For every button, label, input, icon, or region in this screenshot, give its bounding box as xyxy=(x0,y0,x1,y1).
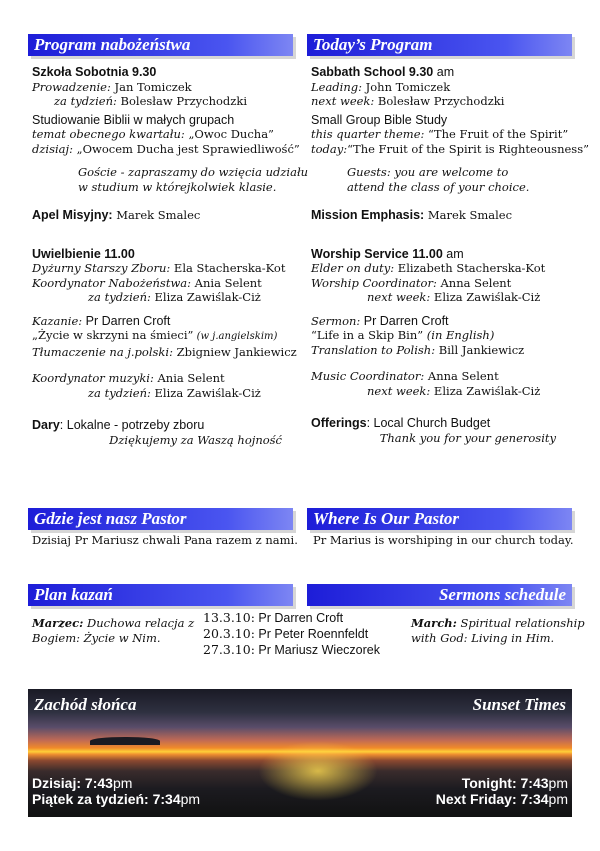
sun-glow xyxy=(258,741,378,801)
guests-note-1: Goście - zapraszamy do wzięcia udziału xyxy=(78,165,309,179)
english-pastor-text: Pr Marius is worshiping in our church today. xyxy=(313,533,574,547)
polish-plan-header: Plan kazań xyxy=(28,584,293,606)
sunset-times-en: Tonight: 7:43pm Next Friday: 7:34pm xyxy=(435,775,568,807)
english-pastor-header: Where Is Our Pastor xyxy=(307,508,572,530)
sunset-header-en: Sunset Times xyxy=(472,695,566,714)
mission-emphasis-en: Mission Emphasis: Marek Smalec xyxy=(311,208,513,222)
schedule-item: 20.3.10: Pr Peter Roennfeldt xyxy=(203,626,369,641)
sermon-speaker: Kazanie: Pr Darren Croft xyxy=(32,313,171,328)
sunset-times-pl: Dzisiaj: 7:43pm Piątek za tydzień: 7:34pm xyxy=(32,775,201,807)
study-today: dzisiaj: „Owocem Ducha jest Sprawiedliwość” xyxy=(32,141,300,156)
worship-coordinator-en: Worship Coordinator: Anna Selent xyxy=(311,275,512,290)
offerings-thanks-en: Thank you for your generosity xyxy=(379,430,556,445)
guests-note-2: w studium w którejkolwiek klasie. xyxy=(78,179,277,194)
study-title: Studiowanie Biblii w małych grupach xyxy=(32,112,235,127)
english-program-header: Today’s Program xyxy=(307,34,572,56)
mission-emphasis: Apel Misyjny: Marek Smalec xyxy=(32,208,201,222)
polish-plan-text: Marzec: Duchowa relacja z Bogiem: Życie w Nim. xyxy=(32,616,195,645)
study-today-en: today:“The Fruit of the Spirit is Righteousness” xyxy=(311,141,589,156)
english-program-column xyxy=(311,65,589,445)
ss-leader: Prowadzenie: Jan Tomiczek xyxy=(32,79,192,94)
translation-en: Translation to Polish: Bill Jankiewicz xyxy=(311,342,525,357)
sermon-title-en: “Life in a Skip Bin” (in English) xyxy=(311,328,495,342)
schedule-item: 27.3.10: Pr Mariusz Wieczorek xyxy=(203,642,380,657)
guests-note-en-2: attend the class of your choice. xyxy=(347,179,530,194)
worship-coordinator-next-en: next week: Eliza Zawiślak-Ciż xyxy=(367,290,541,304)
sabbath-school-title: Szkoła Sobotnia 9.30 xyxy=(32,65,157,79)
worship-coordinator: Koordynator Nabożeństwa: Ania Selent xyxy=(32,275,262,290)
polish-program-column xyxy=(32,65,309,447)
ss-next-leader-en: next week: Bolesław Przychodzki xyxy=(311,94,505,108)
ss-leader-en: Leading: John Tomiczek xyxy=(311,79,451,94)
sabbath-school-title-en: Sabbath School 9.30 am xyxy=(311,65,455,79)
sermon-schedule-list xyxy=(203,610,380,658)
music-coordinator-next-en: next week: Eliza Zawiślak-Ciż xyxy=(367,383,541,398)
elder-on-duty-en: Elder on duty: Elizabeth Stacherska-Kot xyxy=(311,261,546,275)
sermon-speaker-en: Sermon: Pr Darren Croft xyxy=(311,313,449,328)
polish-pastor-header: Gdzie jest nasz Pastor xyxy=(28,508,293,530)
polish-program-header: Program nabożeństwa xyxy=(28,34,293,56)
music-coordinator-next: za tydzień: Eliza Zawiślak-Ciż xyxy=(88,385,261,400)
offerings: Dary: Lokalne - potrzeby zboru xyxy=(32,418,205,432)
worship-title-en: Worship Service 11.00 am xyxy=(311,246,464,261)
english-plan-header: Sermons schedule xyxy=(307,584,572,606)
guests-note-en-1: Guests: you are welcome to xyxy=(347,165,509,179)
sermon-title: „Życie w skrzyni na śmieci” (w j.angielskim) xyxy=(32,328,278,342)
headland-silhouette xyxy=(90,737,160,745)
offerings-en: Offerings: Local Church Budget xyxy=(311,416,491,430)
sunset-banner xyxy=(28,689,572,817)
english-plan-text: March: Spiritual relationship with God: Living in Him. xyxy=(411,616,585,645)
ss-next-leader: za tydzień: Bolesław Przychodzki xyxy=(54,94,248,108)
study-title-en: Small Group Bible Study xyxy=(311,112,448,127)
offerings-thanks: Dziękujemy za Waszą hojność xyxy=(109,432,282,447)
music-coordinator-en: Music Coordinator: Anna Selent xyxy=(311,369,499,383)
worship-title: Uwielbienie 11.00 xyxy=(32,246,135,261)
worship-coordinator-next: za tydzień: Eliza Zawiślak-Ciż xyxy=(88,290,261,304)
elder-on-duty: Dyżurny Starszy Zboru: Ela Stacherska-Kot xyxy=(32,261,286,275)
study-theme-en: this quarter theme: “The Fruit of the Spirit” xyxy=(311,127,569,141)
sunset-header-pl: Zachód słońca xyxy=(34,695,137,714)
schedule-item: 13.3.10: Pr Darren Croft xyxy=(203,610,344,625)
polish-pastor-text: Dzisiaj Pr Mariusz chwali Pana razem z nami. xyxy=(32,533,298,547)
music-coordinator: Koordynator muzyki: Ania Selent xyxy=(32,371,225,385)
study-theme: temat obecnego kwartału: „Owoc Ducha” xyxy=(32,127,274,141)
translation: Tłumaczenie na j.polski: Zbigniew Jankiewicz xyxy=(32,344,297,359)
